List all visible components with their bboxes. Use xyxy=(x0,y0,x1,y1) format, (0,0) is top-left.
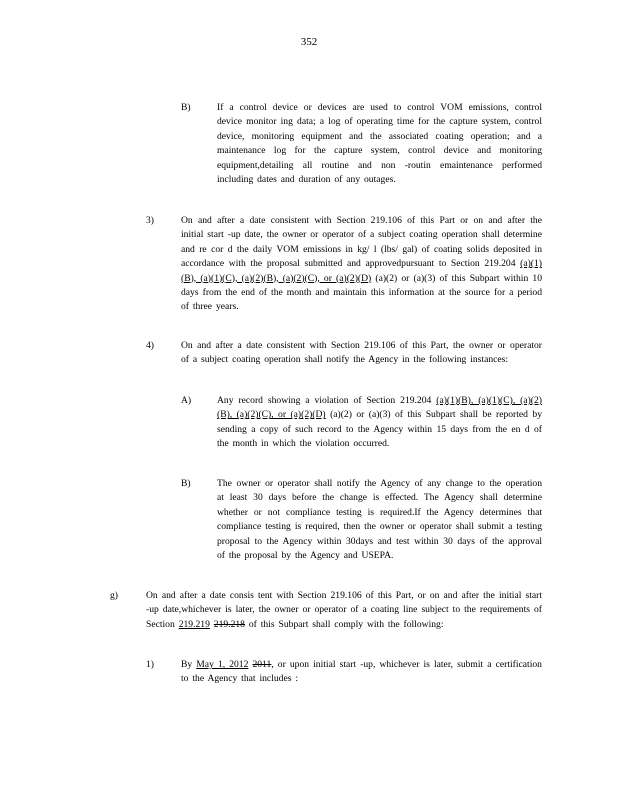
subsection-text xyxy=(146,589,542,632)
paragraph-label: 3) xyxy=(146,215,154,226)
subsection-label: g) xyxy=(110,590,118,601)
text-run: of this Subpart shall comply with the following: xyxy=(244,618,444,630)
text-run: By xyxy=(181,659,197,670)
subsection-text: If a control device or devices are used to control VOM emissions, control device monitor ing data; a log of operating time for the capture system, control device, monitoring equipment and the associated coating operation; and a maintenance log for the capture system, control device and monitoring equipment,detailing all routine and non -routin emaintenance performed including dates and duration of any outages. xyxy=(217,102,542,186)
paragraph-label: 1) xyxy=(146,659,154,670)
text-run: On and after a date consistent with Section 219.106 of this Part or on and after the initial start -up date, the owner or operator of a subject coating operation shall determine and re cor d the daily VOM emissions in kg/ l (lbs/ gal) of coating solids deposited in accordance with the proposal submitted and approvedpursuant to Section 219.204 xyxy=(181,215,542,270)
text-run: (a)(2) or (a)(3) of this Subpart shall be reported by sending a copy of such record to the Agency within 15 days from the en d of the month in which the violation occurred. xyxy=(217,409,542,450)
inserted-text: (a)(1)(B), (a)(1)(C), (a)(2)(B), (a)(2)(C), or (a)(2)(D) xyxy=(181,258,542,284)
subsection-text: The owner or operator shall notify the Agency of any change to the operation at least 30 days before the change is effected. The Agency shall determine whether or not compliance testing is required.If the Agency determines that compliance testing is required, then the owner or operator shall submit a testing proposal to the Agency within 30days and test within 30 days of the approval of the proposal by the Agency and USEPA. xyxy=(217,478,542,562)
subsection-text xyxy=(217,394,542,452)
paragraph-label: 4) xyxy=(146,340,154,351)
text-run: (a)(2) or (a)(3) of this Subpart within 10 days from the end of the month and maintain this information at the source for a period of three years. xyxy=(181,272,542,313)
deleted-text: 2011 xyxy=(252,659,272,670)
text-run: Any record showing a violation of Section 219.204 xyxy=(217,395,437,406)
paragraph-text xyxy=(181,658,542,687)
inserted-text: May 1, 2012 xyxy=(196,659,249,670)
text-run: , or upon initial start -up, whichever is later, submit a certification to the Agency that includes : xyxy=(181,659,542,685)
subsection-label: B) xyxy=(181,102,191,113)
page-number: 352 xyxy=(300,36,318,48)
paragraph-text xyxy=(181,214,542,315)
paragraph-text: On and after a date consistent with Section 219.106 of this Part, the owner or operator of a subject coating operation shall notify the Agency in the following instances: xyxy=(181,340,542,366)
subsection-label: A) xyxy=(181,395,192,406)
inserted-text: 219.219 xyxy=(178,618,210,630)
text-run: On and after a date consis tent with Section 219.106 of this Part, or on and after the initial start -up date,whichever is later, the owner or operator of a coating line subject to the requirements of Section xyxy=(146,590,542,630)
inserted-text: (a)(1)(B), (a)(1)(C), (a)(2)(B), (a)(2)(C), or (a)(2)(D) xyxy=(217,395,542,421)
subsection-label: B) xyxy=(181,478,191,489)
deleted-text: 219.218 xyxy=(213,618,245,630)
